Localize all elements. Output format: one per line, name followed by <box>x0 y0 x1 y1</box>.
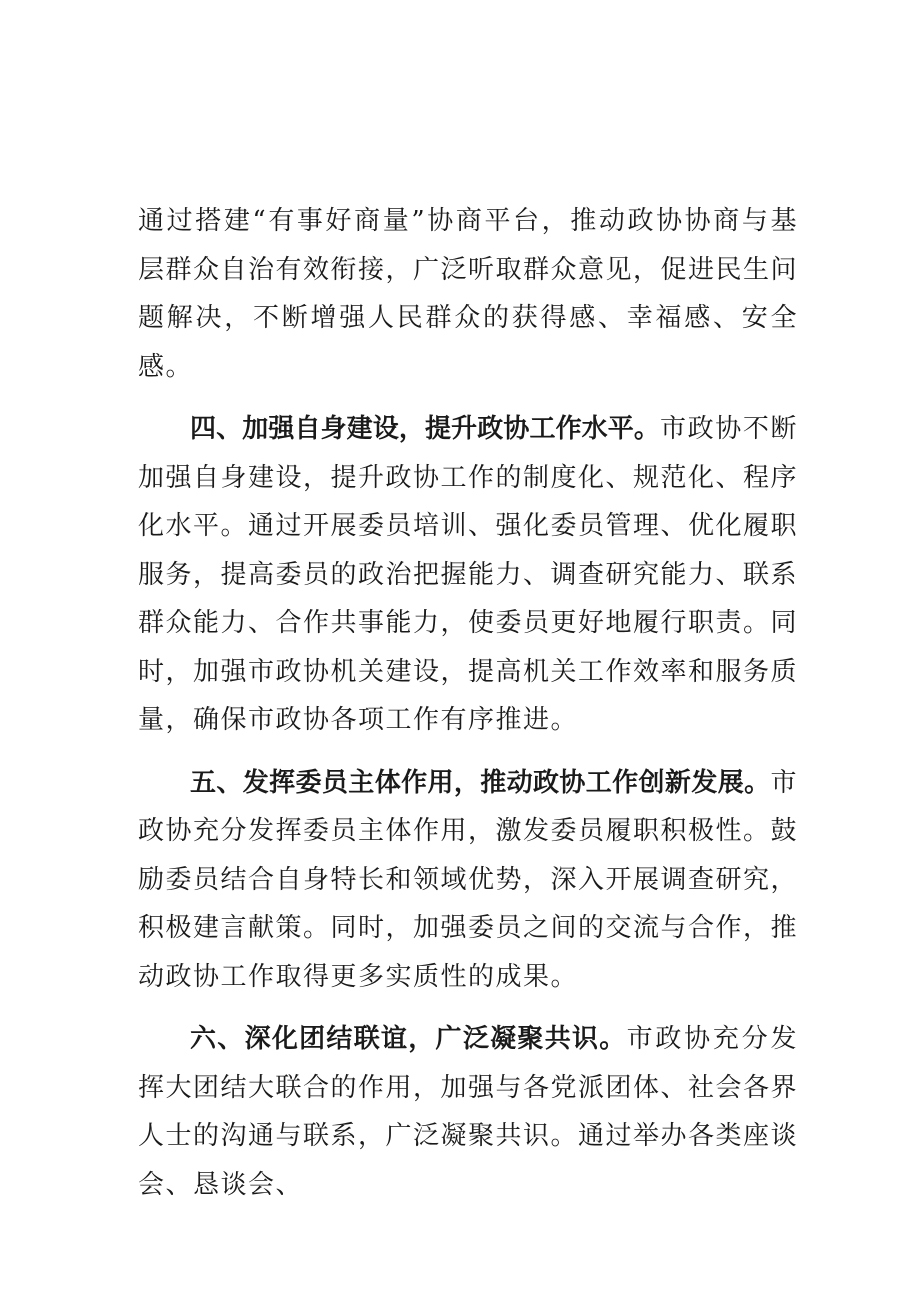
paragraph-text: 市政协不断加强自身建设，提升政协工作的制度化、规范化、程序化水平。通过开展委员培训、强化委员管理、优化履职服务，提高委员的政治把握能力、调查研究能力、联系群众能力、合作共事能力，使委员更好地履行职责。同时，加强市政协机关建设，提高机关工作效率和服务质量，确保市政协各项工作有序推进。 <box>138 414 799 735</box>
section-heading: 六、深化团结联谊，广泛凝聚共识。 <box>190 1024 627 1054</box>
section-heading: 五、发挥委员主体作用，推动政协工作创新发展。 <box>190 767 771 798</box>
section-heading: 四、加强自身建设，提升政协工作水平。 <box>190 414 661 444</box>
paragraph-continuation <box>138 197 798 391</box>
paragraph-section-6 <box>138 1015 798 1209</box>
paragraph-text: 通过搭建“有事好商量”协商平台，推动政协协商与基层群众自治有效衔接，广泛听取群众意见，促进民生问题解决，不断增强人民群众的获得感、幸福感、安全感。 <box>138 206 799 382</box>
paragraph-section-4 <box>138 405 798 745</box>
paragraph-text: 市政协充分发挥大团结大联合的作用，加强与各党派团体、社会各界人士的沟通与联系，广泛凝聚共识。通过举办各类座谈会、恳谈会、 <box>138 1024 799 1200</box>
document-body <box>138 197 798 1209</box>
paragraph-text: 市政协充分发挥委员主体作用，激发委员履职积极性。鼓励委员结合自身特长和领域优势，深入开展调查研究，积极建言献策。同时，加强委员之间的交流与合作，推动政协工作取得更多实质性的成果。 <box>138 767 799 992</box>
paragraph-section-5 <box>138 759 798 1002</box>
